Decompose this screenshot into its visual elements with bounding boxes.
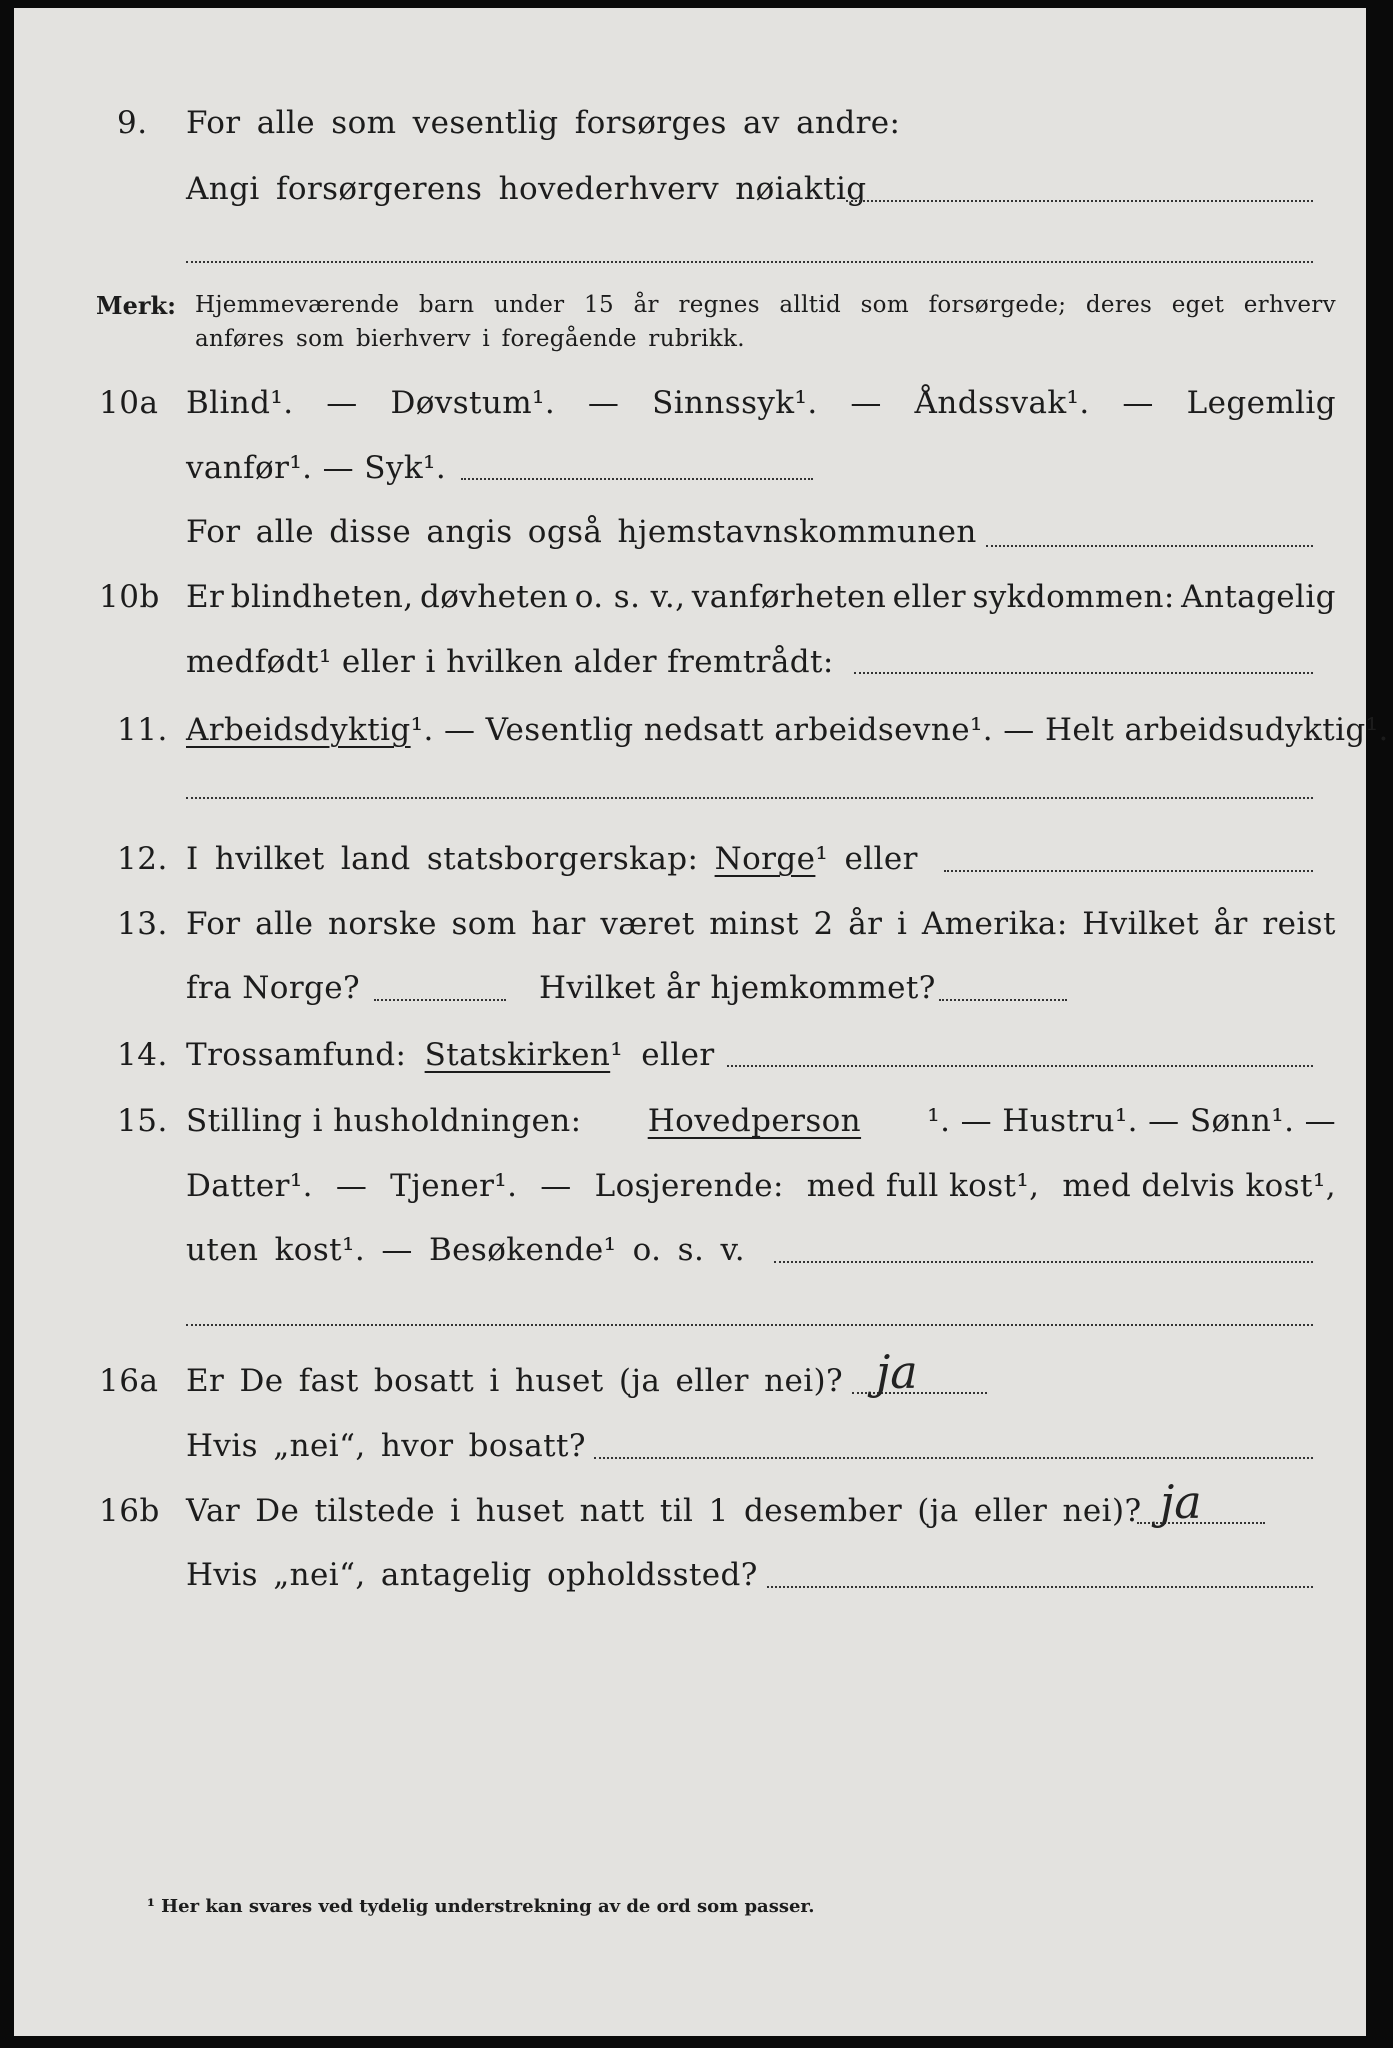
q15-option: Datter¹. xyxy=(186,1168,313,1204)
q10b-word: sykdommen: xyxy=(972,579,1175,615)
merk-word: deres xyxy=(1085,292,1153,318)
q13-reist-line xyxy=(374,999,506,1001)
q15-answer-line xyxy=(774,1261,1313,1263)
q10b-line1 xyxy=(186,579,1336,615)
q12-number: 12. xyxy=(117,841,168,877)
q14-underlined: Statskirken xyxy=(424,1037,611,1073)
q16a-answer-line xyxy=(852,1392,987,1394)
q15-option: med full kost¹, xyxy=(806,1168,1040,1204)
q11-line xyxy=(186,712,1389,748)
merk-word: eget xyxy=(1171,292,1225,318)
q14-after: ¹ eller xyxy=(610,1037,715,1073)
q11-rest: ¹. — Vesentlig nedsatt arbeidsevne¹. — Helt arbeidsudyktig¹. xyxy=(410,712,1389,748)
q13-line2a: fra Norge? xyxy=(186,970,361,1006)
q13-number: 13. xyxy=(117,906,168,942)
q15-line3: uten kost¹. — Besøkende¹ o. s. v. xyxy=(186,1232,745,1268)
q10a-option: Åndssvak¹. xyxy=(914,385,1090,421)
q10a-option: — xyxy=(850,385,882,421)
q10a-option: Blind¹. xyxy=(186,385,294,421)
merk-word: under xyxy=(493,292,565,318)
q16b-opholdssted-line xyxy=(767,1586,1313,1588)
q12-line xyxy=(186,841,918,877)
q15-line2 xyxy=(186,1168,1336,1204)
q13-word: i xyxy=(896,906,908,942)
q16b-number: 16b xyxy=(99,1493,160,1529)
q14-before: Trossamfund: xyxy=(186,1037,407,1073)
q10a-option: Døvstum¹. xyxy=(390,385,556,421)
q10a-line2: vanfør¹. — Syk¹. xyxy=(186,450,447,486)
q14-line xyxy=(186,1037,715,1073)
q15-line1 xyxy=(186,1103,1336,1139)
q15-option: med delvis kost¹, xyxy=(1062,1168,1336,1204)
q16b-handwritten-answer: ja xyxy=(1160,1475,1202,1529)
q13-word: været xyxy=(600,906,695,942)
q11-underlined: Arbeidsdyktig xyxy=(186,712,411,748)
q11-number: 11. xyxy=(117,712,168,748)
q10b-line2: medfødt¹ eller i hvilken alder fremtrådt: xyxy=(186,644,834,680)
q12-answer-line xyxy=(944,870,1313,872)
q10a-line3: For alle disse angis også hjemstavnskommunen xyxy=(186,514,977,550)
q10b-word: eller xyxy=(892,579,966,615)
q10b-number: 10b xyxy=(99,579,160,615)
q15-option: Tjener¹. xyxy=(390,1168,518,1204)
q13-word: Hvilket xyxy=(1082,906,1200,942)
q13-word: Amerika: xyxy=(921,906,1068,942)
q13-line1 xyxy=(186,906,1336,942)
q13-word: har xyxy=(531,906,586,942)
q16b-line1: Var De tilstede i huset natt til 1 desember (ja eller nei)? xyxy=(186,1493,1142,1529)
q10b-answer-line xyxy=(854,672,1313,674)
q10a-option: — xyxy=(587,385,620,421)
q12-before: I hvilket land statsborgerskap: xyxy=(186,841,699,877)
q10b-word: Antagelig xyxy=(1181,579,1336,615)
q10a-line1 xyxy=(186,385,1336,421)
q16a-bosatt-line xyxy=(594,1457,1313,1459)
q10b-word: blindheten, xyxy=(230,579,414,615)
q10b-word: vanførheten xyxy=(691,579,887,615)
q13-word: 2 xyxy=(813,906,834,942)
merk-word: år xyxy=(633,292,659,318)
q13-word: alle xyxy=(255,906,314,942)
merk-word: som xyxy=(860,292,909,318)
merk-line2: anføres som bierhverv i foregående rubrikk. xyxy=(195,326,745,352)
q15-blank-line xyxy=(186,1324,1313,1326)
merk-word: 15 xyxy=(584,292,614,318)
q9-answer-line xyxy=(846,200,1313,202)
q9-number: 9. xyxy=(117,105,148,141)
q12-after: ¹ eller xyxy=(815,841,918,877)
q15-number: 15. xyxy=(117,1103,168,1139)
merk-word: alltid xyxy=(779,292,841,318)
q16a-handwritten-answer: ja xyxy=(876,1345,918,1399)
q10b-word: døvheten xyxy=(419,579,569,615)
q13-word: norske xyxy=(327,906,437,942)
q10b-word: o. s. v., xyxy=(574,579,686,615)
q15-option: — xyxy=(335,1168,368,1204)
q13-word: år xyxy=(1213,906,1248,942)
census-form-page xyxy=(14,8,1389,2036)
q14-answer-line xyxy=(727,1065,1313,1067)
q12-underlined: Norge xyxy=(714,841,816,877)
merk-label: Merk: xyxy=(96,291,176,320)
q13-word: For xyxy=(186,906,241,942)
q16a-line1: Er De fast bosatt i huset (ja eller nei)? xyxy=(186,1363,844,1399)
q10a-option: Legemlig xyxy=(1186,385,1336,421)
q15-before: Stilling i husholdningen: xyxy=(186,1103,582,1139)
q10a-option: — xyxy=(1122,385,1154,421)
merk-word: barn xyxy=(418,292,475,318)
q14-number: 14. xyxy=(117,1037,168,1073)
q16a-line2: Hvis „nei“, hvor bosatt? xyxy=(186,1428,586,1464)
q16b-line2: Hvis „nei“, antagelig opholdssted? xyxy=(186,1557,758,1593)
merk-word: regnes xyxy=(678,292,760,318)
q11-blank-line xyxy=(186,797,1313,799)
q15-option: Losjerende: xyxy=(594,1168,784,1204)
q13-word: år xyxy=(848,906,883,942)
q16a-number: 16a xyxy=(99,1363,159,1399)
merk-word: erhverv xyxy=(1243,292,1336,318)
q9-blank-line xyxy=(186,261,1313,263)
merk-word: Hjemmeværende xyxy=(195,292,400,318)
q10a-number: 10a xyxy=(99,385,159,421)
q10a-option: Sinnssyk¹. xyxy=(652,385,818,421)
q10a-kommune-line xyxy=(986,545,1313,547)
q13-word: reist xyxy=(1262,906,1336,942)
q13-word: minst xyxy=(709,906,799,942)
q10b-word: Er xyxy=(186,579,225,615)
q13-line2b: Hvilket år hjemkommet? xyxy=(539,970,936,1006)
q10a-option: — xyxy=(326,385,358,421)
q15-option: — xyxy=(540,1168,572,1204)
q9-line2: Angi forsørgerens hovederhverv nøiaktig xyxy=(186,171,867,207)
merk-word: forsørgede; xyxy=(928,292,1067,318)
q10a-answer-line xyxy=(461,478,813,480)
merk-line1 xyxy=(195,292,1336,318)
q15-underlined: Hovedperson xyxy=(647,1103,862,1139)
q9-line1: For alle som vesentlig forsørges av andre: xyxy=(186,105,901,141)
footnote: ¹ Her kan svares ved tydelig understrekning av de ord som passer. xyxy=(147,1896,815,1917)
q13-word: som xyxy=(451,906,517,942)
q15-after: ¹. — Hustru¹. — Sønn¹. — xyxy=(927,1103,1336,1139)
q13-hjem-line xyxy=(939,999,1067,1001)
